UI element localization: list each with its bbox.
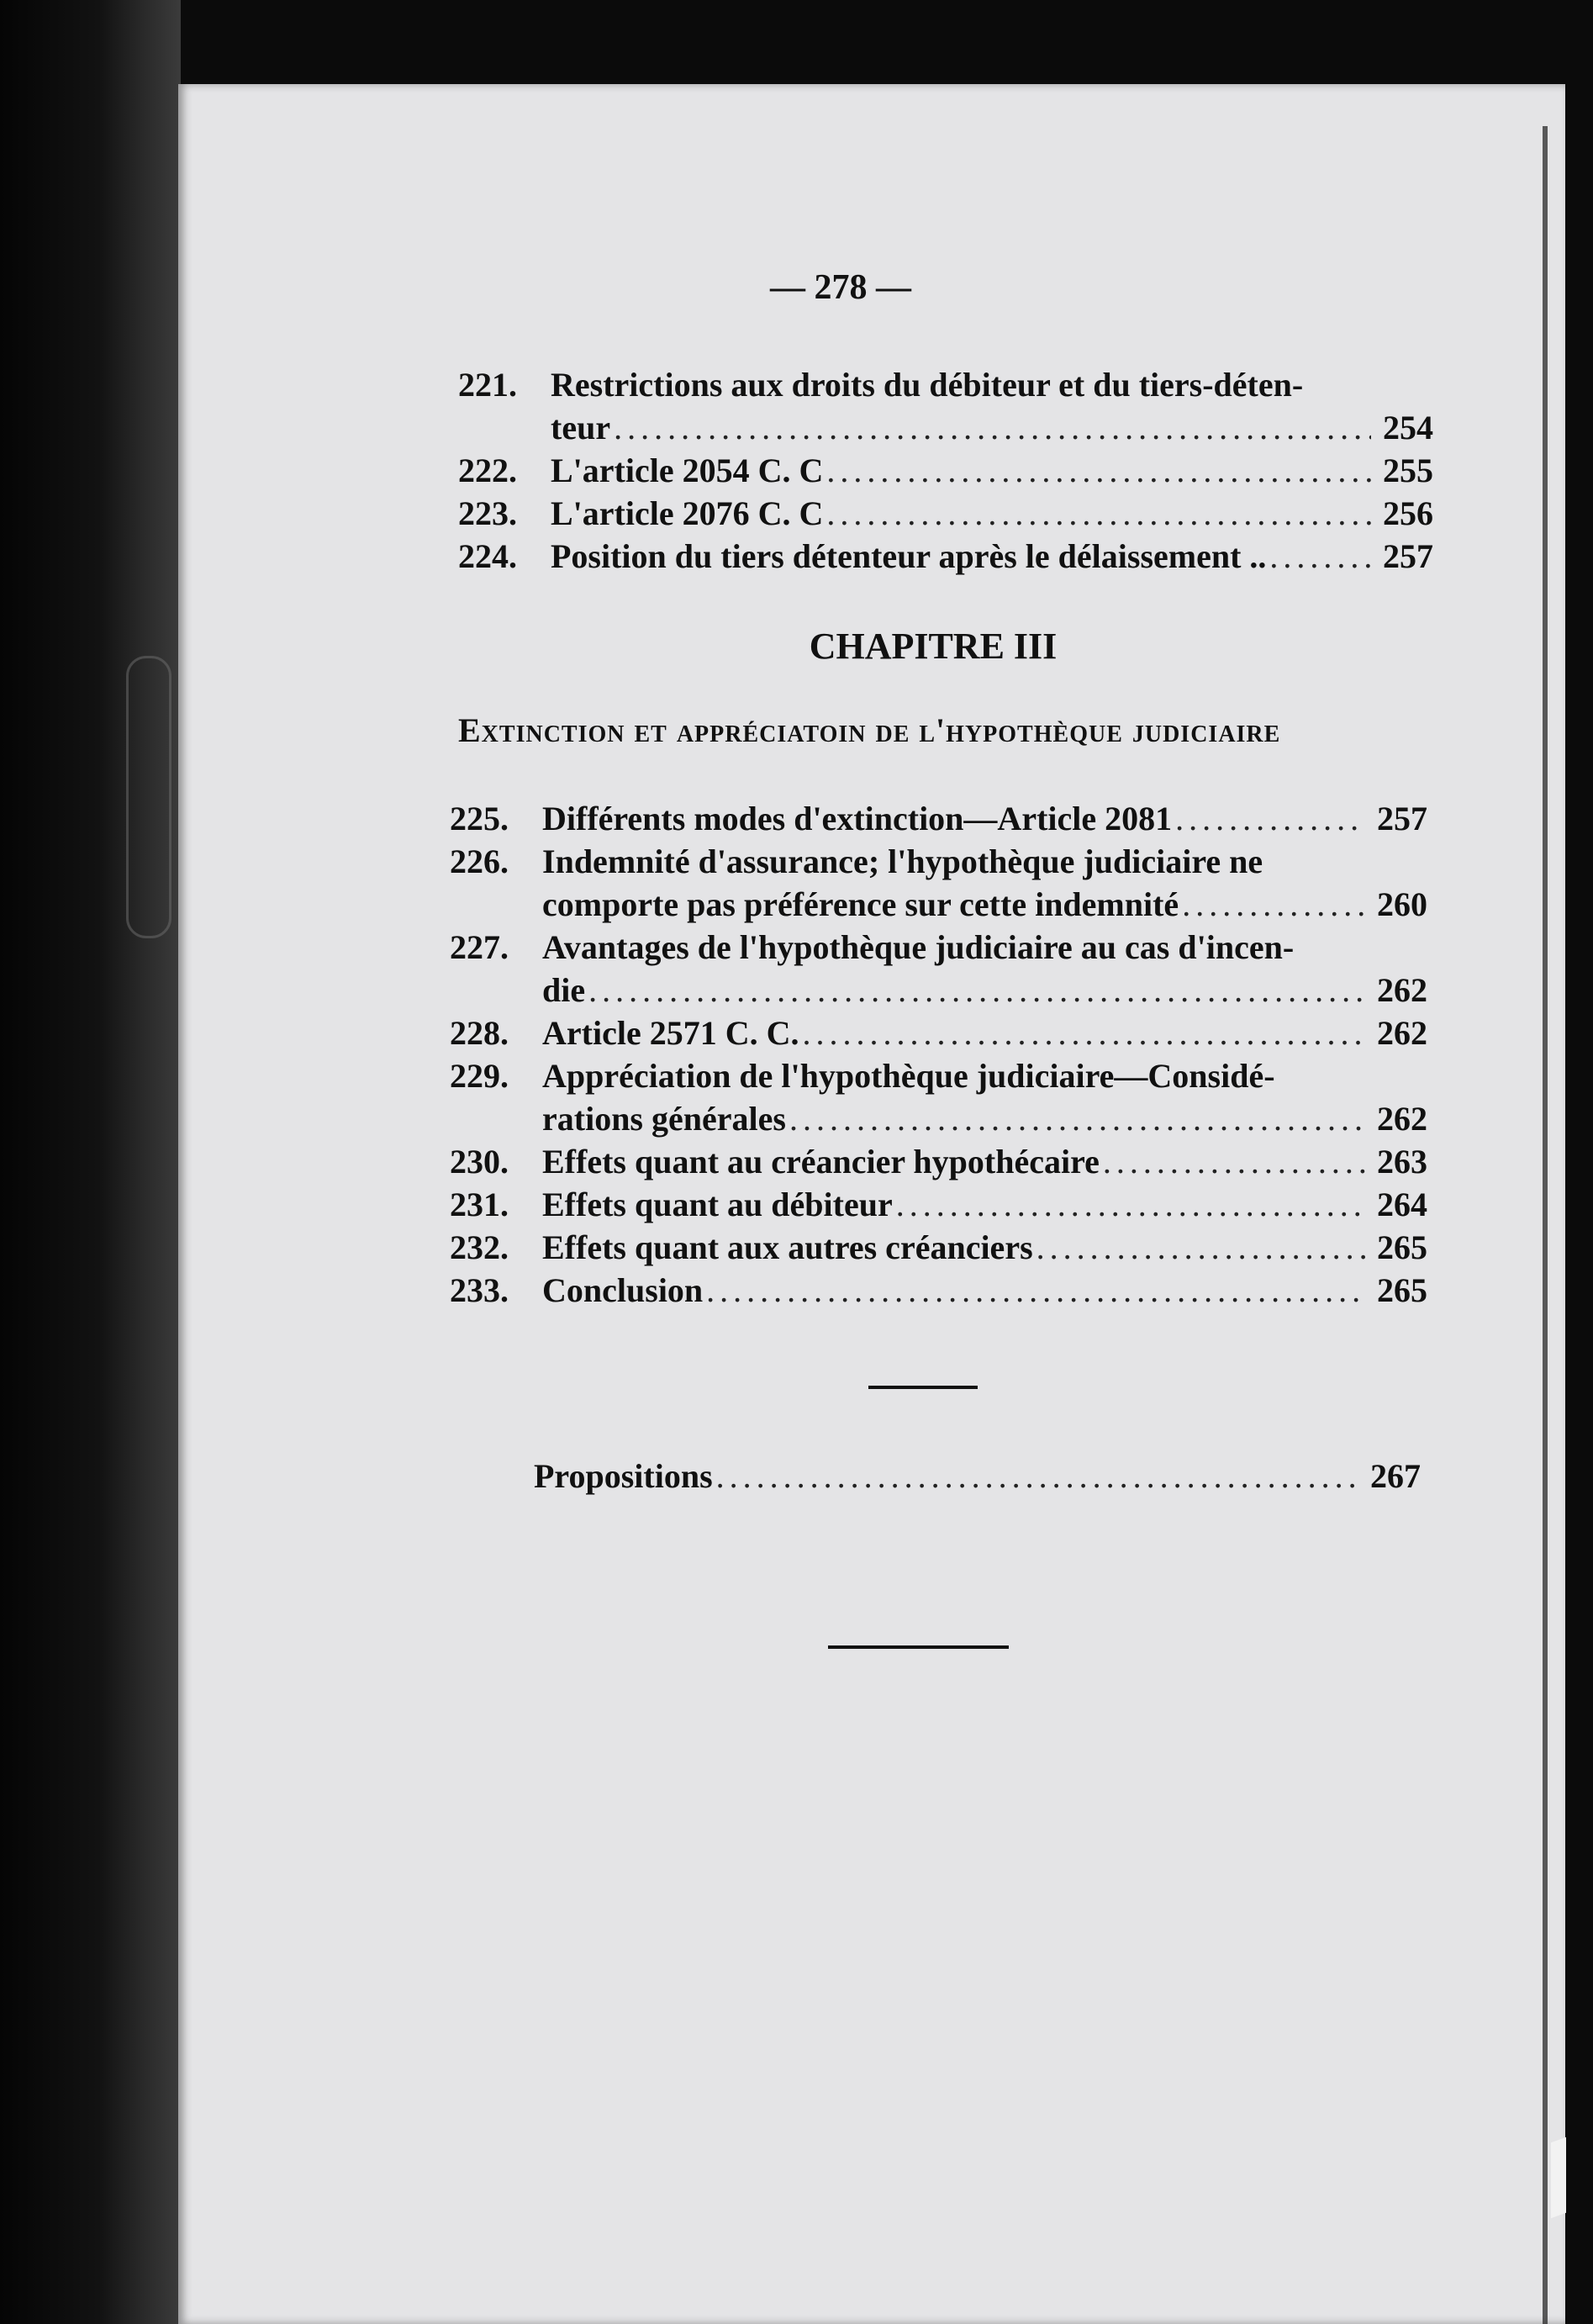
propositions-label: Propositions xyxy=(534,1457,713,1495)
leader-dots xyxy=(614,406,1371,449)
toc-entry-line xyxy=(450,1269,1427,1312)
entry-title: Avantages de l'hypothèque judiciaire au cas d'incen- xyxy=(542,928,1295,966)
toc-propositions xyxy=(534,1455,1421,1497)
entry-page-number: 265 xyxy=(1377,1228,1427,1266)
entry-page-number: 260 xyxy=(1377,885,1427,923)
toc-entry-line xyxy=(450,1011,1427,1054)
entry-number: 226. xyxy=(450,842,509,880)
toc-entry xyxy=(450,1011,1427,1054)
entry-page-number: 263 xyxy=(1377,1143,1427,1180)
toc-section-chapter xyxy=(450,797,1427,1312)
entry-title: Restrictions aux droits du débiteur et du tiers-déten- xyxy=(551,366,1304,404)
toc-entry xyxy=(450,926,1427,1011)
entry-number: 222. xyxy=(458,452,517,489)
propositions-entry xyxy=(534,1455,1421,1497)
leader-dots xyxy=(1037,1226,1365,1269)
leader-dots xyxy=(588,969,1365,1011)
entry-page-number: 262 xyxy=(1377,1100,1427,1138)
toc-entry-line xyxy=(450,1054,1427,1097)
entry-title: L'article 2054 C. C xyxy=(551,452,824,489)
toc-section-top xyxy=(458,363,1433,578)
entry-title: rations générales xyxy=(542,1100,786,1138)
entry-number: 232. xyxy=(450,1228,509,1266)
toc-entry xyxy=(450,1183,1427,1226)
entry-title: L'article 2076 C. C xyxy=(551,494,824,532)
entry-title: Position du tiers détenteur après le délaissement .. xyxy=(551,537,1267,575)
toc-entry-line xyxy=(450,840,1427,883)
toc-entry-line xyxy=(458,535,1433,578)
entry-page-number: 255 xyxy=(1383,452,1433,489)
entry-number: 230. xyxy=(450,1143,509,1180)
entry-title: Différents modes d'extinction—Article 2081 xyxy=(542,800,1173,837)
toc-entry xyxy=(450,1269,1427,1312)
entry-number: 228. xyxy=(450,1014,509,1052)
entry-title: Article 2571 C. C. xyxy=(542,1014,799,1052)
book-spine xyxy=(0,0,181,2324)
toc-entry-line xyxy=(458,449,1433,492)
toc-entry xyxy=(450,840,1427,926)
entry-page-number: 257 xyxy=(1377,800,1427,837)
toc-entry xyxy=(450,1226,1427,1269)
entry-number: 223. xyxy=(458,494,517,532)
page-number: — 278 — xyxy=(770,268,911,307)
toc-entry-line xyxy=(458,363,1433,406)
entry-title: Indemnité d'assurance; l'hypothèque judiciaire ne xyxy=(542,842,1263,880)
entry-title: Appréciation de l'hypothèque judiciaire—Considé- xyxy=(542,1057,1275,1095)
end-rule xyxy=(828,1645,1009,1649)
entry-title: teur xyxy=(551,409,611,446)
entry-number: 233. xyxy=(450,1271,509,1309)
page-corner xyxy=(1551,2137,1566,2219)
entry-page-number: 256 xyxy=(1383,494,1433,532)
leader-dots xyxy=(826,449,1371,492)
leader-dots xyxy=(716,1455,1358,1497)
leader-dots xyxy=(896,1183,1365,1226)
entry-title: comporte pas préférence sur cette indemnité xyxy=(542,885,1179,923)
toc-entry xyxy=(458,492,1433,535)
toc-entry xyxy=(450,797,1427,840)
entry-number: 224. xyxy=(458,537,517,575)
separator-rule xyxy=(868,1386,978,1389)
toc-entry xyxy=(450,1140,1427,1183)
entry-page-number: 265 xyxy=(1377,1271,1427,1309)
leader-dots xyxy=(826,492,1371,535)
spine-mark xyxy=(126,656,171,938)
entry-number: 225. xyxy=(450,800,509,837)
toc-entry-line xyxy=(450,1097,1427,1140)
entry-title: Conclusion xyxy=(542,1271,704,1309)
leader-dots xyxy=(1175,797,1365,840)
toc-entry xyxy=(458,363,1433,449)
toc-entry xyxy=(458,535,1433,578)
entry-title: Effets quant au débiteur xyxy=(542,1186,893,1223)
entry-page-number: 257 xyxy=(1383,537,1433,575)
leader-dots xyxy=(706,1269,1365,1312)
entry-number: 229. xyxy=(450,1057,509,1095)
toc-entry-line xyxy=(450,1226,1427,1269)
chapter-title: CHAPITRE III xyxy=(809,626,1058,667)
entry-title: Effets quant au créancier hypothécaire xyxy=(542,1143,1100,1180)
entry-title: Effets quant aux autres créanciers xyxy=(542,1228,1033,1266)
leader-dots xyxy=(802,1011,1365,1054)
leader-dots xyxy=(1269,535,1371,578)
entry-number: 231. xyxy=(450,1186,509,1223)
toc-entry-line xyxy=(450,1140,1427,1183)
entry-page-number: 262 xyxy=(1377,1014,1427,1052)
toc-entry-line xyxy=(458,406,1433,449)
toc-entry xyxy=(458,449,1433,492)
leader-dots xyxy=(1103,1140,1365,1183)
toc-entry-line xyxy=(450,926,1427,969)
leader-dots xyxy=(789,1097,1365,1140)
toc-entry-line xyxy=(458,492,1433,535)
leader-dots xyxy=(1182,883,1365,926)
propositions-page: 267 xyxy=(1370,1457,1421,1495)
entry-page-number: 264 xyxy=(1377,1186,1427,1223)
toc-entry-line xyxy=(450,797,1427,840)
toc-entry-line xyxy=(450,969,1427,1011)
page-edge xyxy=(1543,126,1548,2324)
entry-title: die xyxy=(542,971,586,1009)
toc-entry-line xyxy=(450,883,1427,926)
chapter-subtitle: Extinction et appréciatoin de l'hypothèque judiciaire xyxy=(458,711,1281,749)
entry-number: 227. xyxy=(450,928,509,966)
entry-page-number: 262 xyxy=(1377,971,1427,1009)
toc-entry-line xyxy=(450,1183,1427,1226)
entry-number: 221. xyxy=(458,366,517,404)
toc-entry xyxy=(450,1054,1427,1140)
entry-page-number: 254 xyxy=(1383,409,1433,446)
